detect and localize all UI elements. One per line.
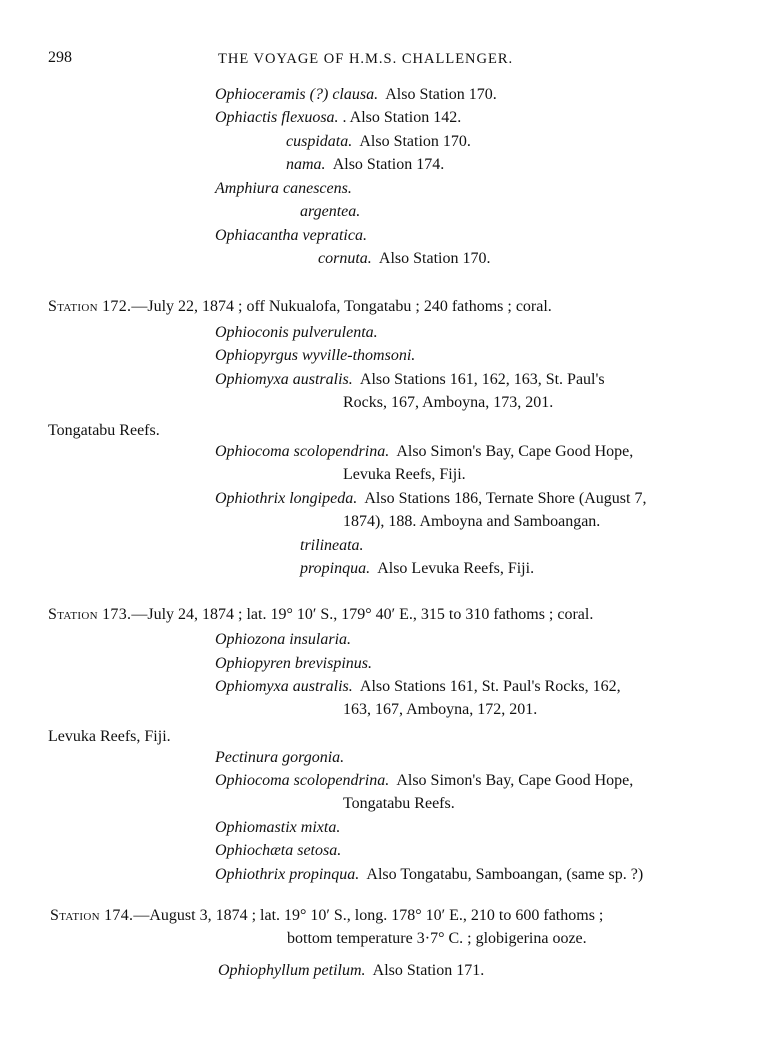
species-entry [215,108,461,128]
species-entry [215,323,378,343]
species-entry [215,748,344,768]
species-note: Also Stations 161, 162, 163, St. Paul's [359,371,605,388]
species-note-continued: Tongatabu Reefs. [343,795,455,812]
species-entry [215,370,605,390]
species-note-continued: 1874), 188. Amboyna and Samboangan. [343,513,601,530]
species-name: Ophiothrix longipeda. [215,490,358,507]
running-title: THE VOYAGE OF H.M.S. CHALLENGER. [218,51,514,67]
station-label: Station 174. [50,907,134,924]
species-entry [218,961,484,981]
species-note: Also Stations 161, St. Paul's Rocks, 162, [359,678,621,695]
station-heading [48,297,552,317]
species-name: cornuta. [318,250,372,267]
species-note: Also Station 170. [359,133,471,150]
species-entry [286,155,444,175]
species-name: Ophioconis pulverulenta. [215,324,378,341]
species-name: trilineata. [300,537,364,554]
species-entry [215,346,415,366]
species-note-continued: Rocks, 167, Amboyna, 173, 201. [343,394,554,411]
species-name: Ophiomyxa australis. [215,371,353,388]
species-name: Ophiocoma scolopendrina. [215,443,390,460]
page-number: 298 [48,49,72,66]
species-note: Also Station 170. [378,250,491,267]
species-note: Also Station 170. [385,86,497,103]
species-name: Ophiopyrgus wyville-thomsoni. [215,347,416,364]
station-heading [50,906,603,926]
species-name: cuspidata. [286,133,353,150]
species-entry [215,630,351,650]
station-details: —August 3, 1874 ; lat. 19° 10′ S., long. 178° 10′ E., 210 to 600 fathoms ; [133,907,604,924]
species-name: Ophiomastix mixta. [215,819,341,836]
station-heading [48,605,593,625]
species-note: . Also Station 142. [342,109,462,126]
species-note-continued: 163, 167, Amboyna, 172, 201. [343,701,538,718]
species-entry [215,654,372,674]
species-name: Amphiura canescens. [215,180,352,197]
station-details-continued: bottom temperature 3·7° C. ; globigerina ooze. [287,930,587,947]
species-note: Also Levuka Reefs, Fiji. [377,560,535,577]
species-note: Also Simon's Bay, Cape Good Hope, [396,443,634,460]
species-name: Ophiacantha vepratica. [215,227,367,244]
species-name: Ophiothrix propinqua. [215,866,360,883]
species-note: Also Simon's Bay, Cape Good Hope, [396,772,634,789]
species-note-continued: Levuka Reefs, Fiji. [343,466,466,483]
species-name: Ophiozona insularia. [215,631,352,648]
species-name: Ophiocoma scolopendrina. [215,772,390,789]
species-entry [300,559,534,579]
species-note: Also Stations 186, Ternate Shore (August 7, [364,490,647,507]
station-label: Station 172. [48,298,132,315]
species-entry [215,841,341,861]
species-name: Ophiactis flexuosa. [215,109,339,126]
station-label: Station 173. [48,606,132,623]
species-entry [215,489,646,509]
station-details: —July 22, 1874 ; off Nukualofa, Tongatabu ; 240 fathoms ; coral. [131,298,552,315]
species-name: nama. [286,156,326,173]
species-note: Also Station 171. [372,962,485,979]
species-name: propinqua. [300,560,371,577]
species-name: Pectinura gorgonia. [215,749,345,766]
species-entry [215,865,643,885]
species-entry [215,179,352,199]
species-name: Ophiopyren brevispinus. [215,655,373,672]
species-entry [215,442,633,462]
species-entry [215,677,621,697]
species-entry [286,132,471,152]
species-entry [215,226,367,246]
species-entry [318,249,490,269]
species-name: Ophiophyllum petilum. [218,962,366,979]
locality-label: Levuka Reefs, Fiji. [48,728,171,745]
species-name: Ophiochæta setosa. [215,842,342,859]
species-name: Ophiomyxa australis. [215,678,353,695]
locality-label: Tongatabu Reefs. [48,422,160,439]
species-note: Also Station 174. [332,156,445,173]
species-note: Also Tongatabu, Samboangan, (same sp. ?) [366,866,644,883]
species-name: argentea. [300,203,361,220]
species-entry [300,202,360,222]
species-entry [215,771,633,791]
species-name: Ophioceramis (?) clausa. [215,86,379,103]
station-details: —July 24, 1874 ; lat. 19° 10′ S., 179° 40′ E., 315 to 310 fathoms ; coral. [131,606,594,623]
species-entry [215,85,497,105]
species-entry [300,536,364,556]
species-entry [215,818,340,838]
